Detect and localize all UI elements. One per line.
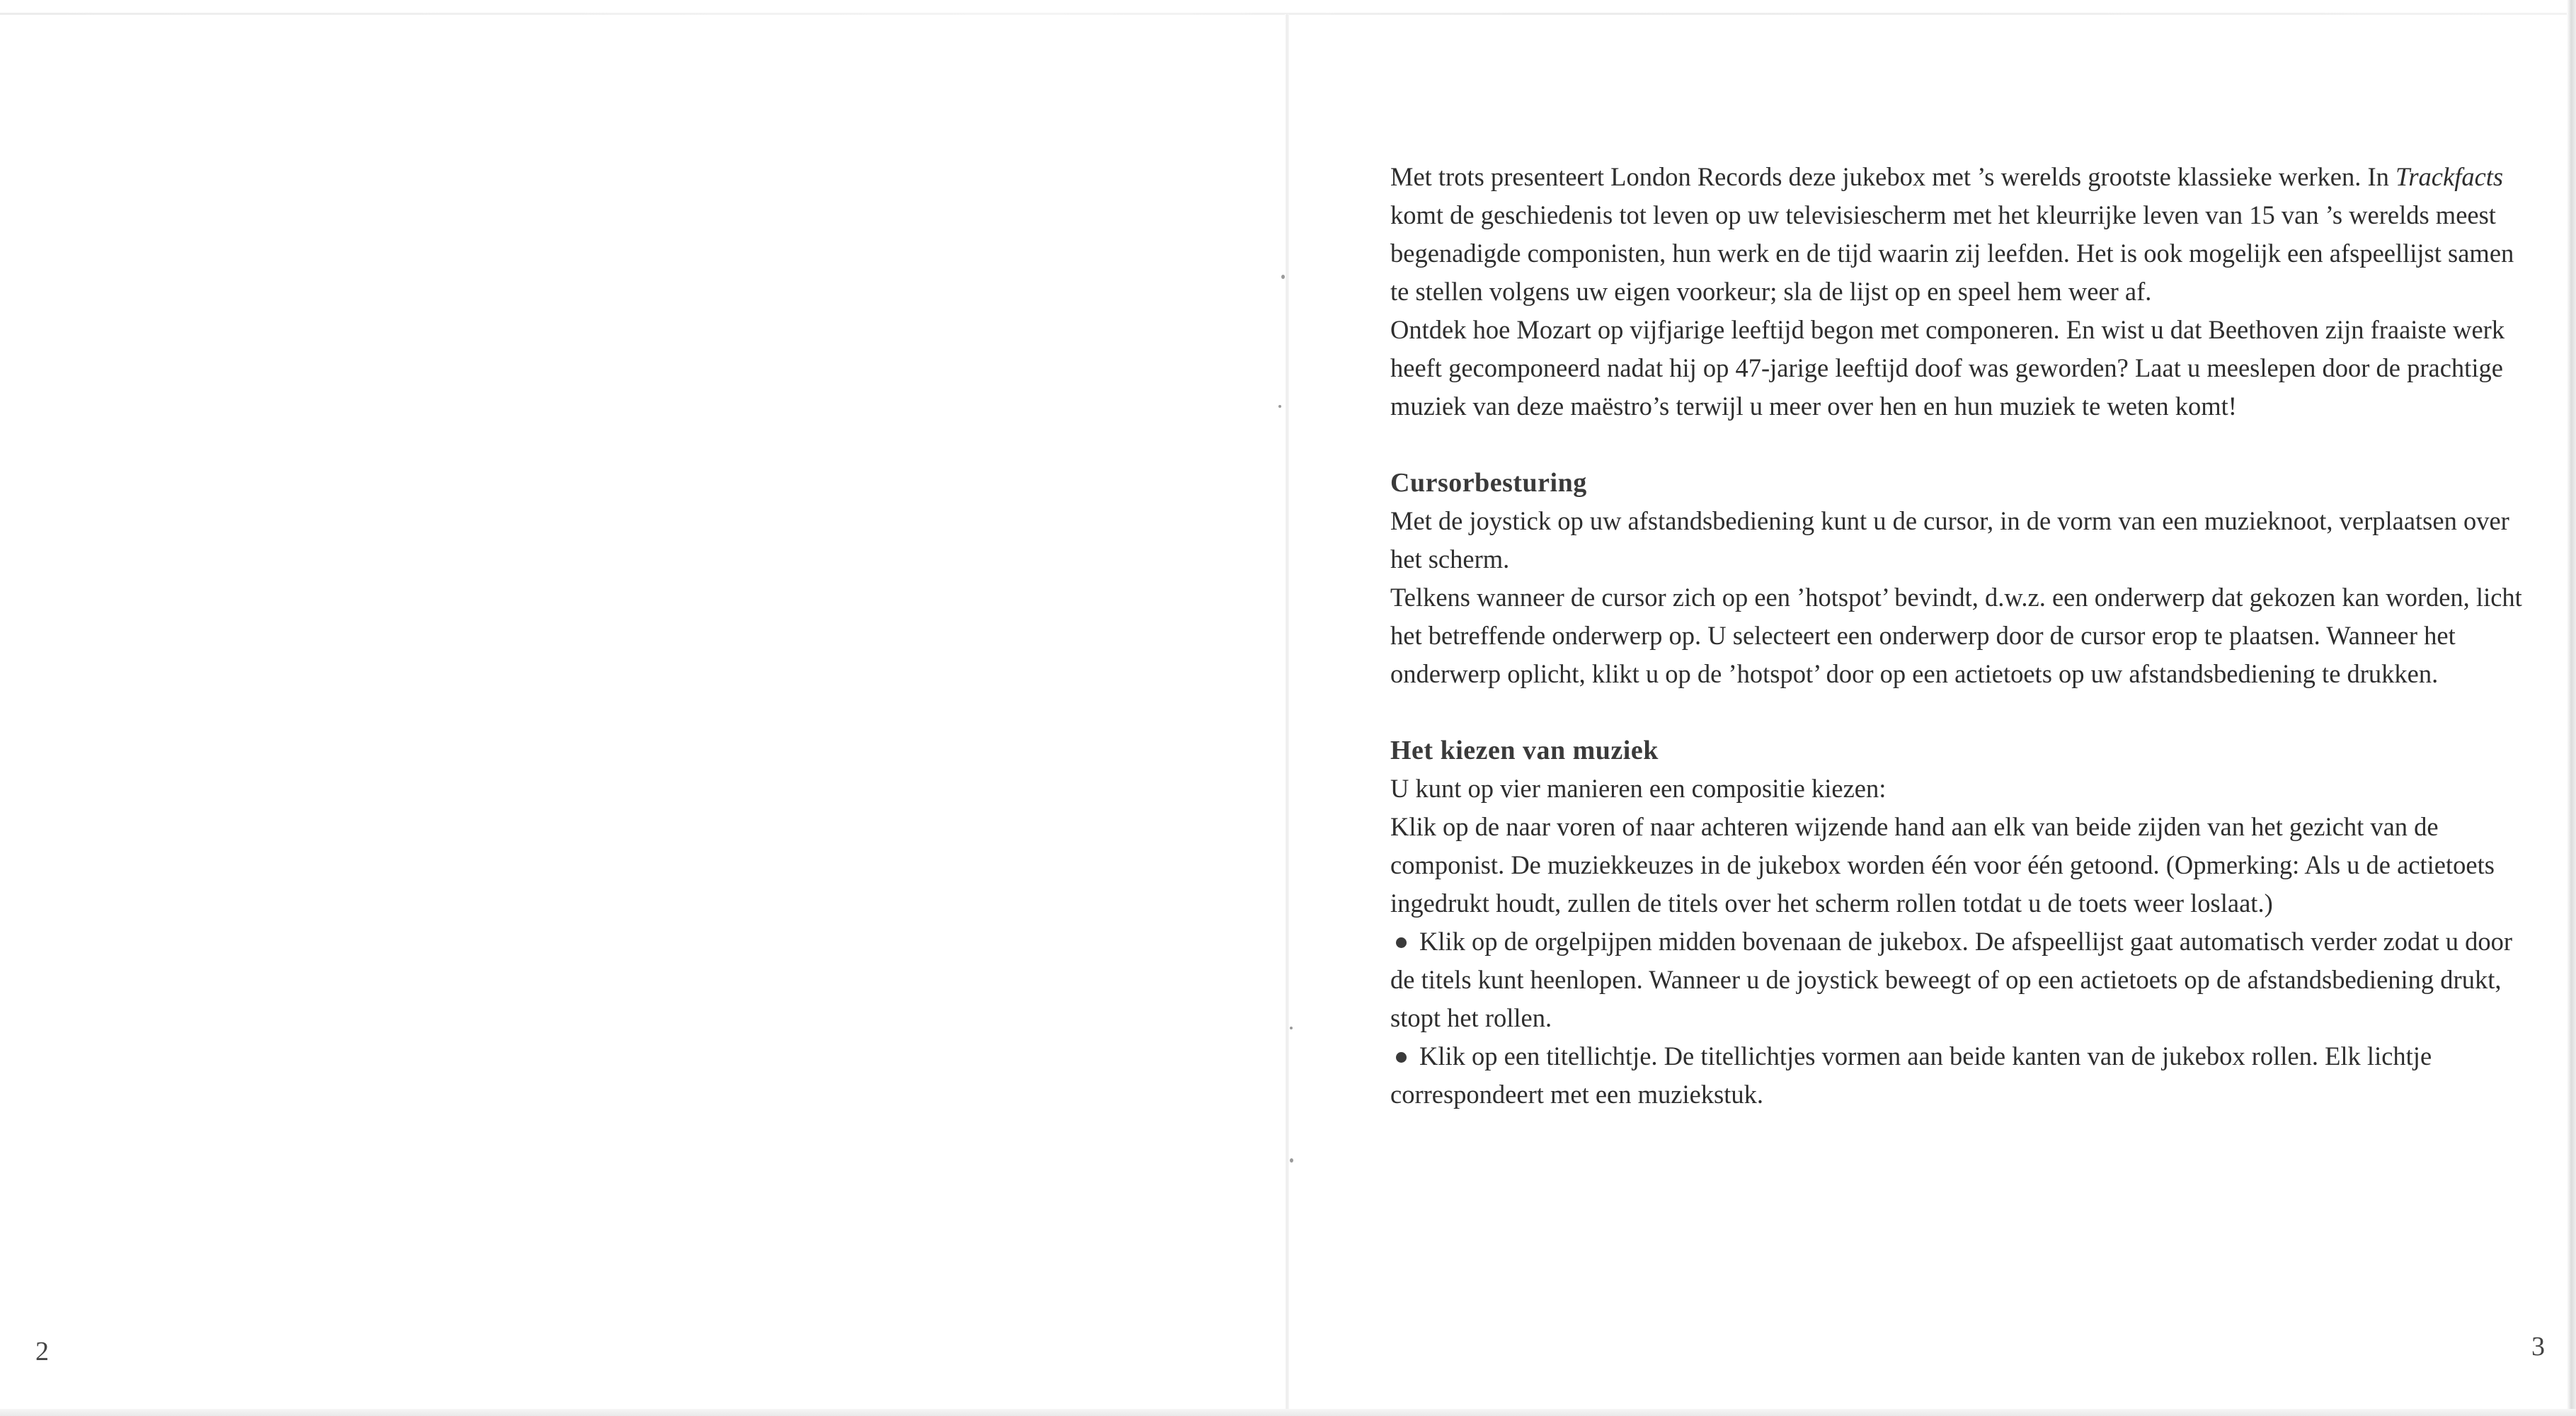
- music-paragraph-2: Klik op de naar voren of naar achteren wijzende hand aan elk van beide zijden van het gezicht van de componist. De muziekkeuzes in de jukebox worden één voor één getoond. (Opmerking: Als u de actietoets ingedrukt houdt, zullen de titels over het scherm rollen totdat u de toets weer loslaat.): [1390, 812, 2495, 918]
- intro-text-end: komt de geschiedenis tot leven op uw televisiescherm met het kleurrijke leven van 15 van ’s werelds meest begenadigde componisten, hun werk en de tijd waarin zij leefden. Het is ook mogelijk een afspeellijst samen te stellen volgens uw eigen voorkeur; sla de lijst op en speel hem weer af.: [1390, 200, 2514, 306]
- page-number-left: 2: [35, 1337, 49, 1366]
- intro-paragraph-1: [1390, 158, 2523, 311]
- page-number-right: 3: [2531, 1332, 2545, 1361]
- cursor-section-heading: Cursorbesturing: [1390, 468, 1587, 498]
- intro-text-start: Met trots presenteert London Records deze jukebox met ’s werelds grootste klassieke werken. In: [1390, 162, 2396, 191]
- section-spacer: [1390, 426, 2523, 464]
- right-page: [1289, 0, 2567, 1416]
- scan-right-edge: [2567, 0, 2576, 1416]
- left-page: [0, 0, 1285, 1416]
- bullet-text: Klik op de orgelpijpen midden bovenaan de jukebox. De afspeellijst gaat automatisch verder zodat u door de titels kunt heenlopen. Wanneer u de joystick beweegt of op een actietoets op de afstandsbediening drukt, stopt het rollen.: [1390, 927, 2513, 1032]
- music-section-heading: Het kiezen van muziek: [1390, 736, 1659, 765]
- music-bullet-1: [1390, 923, 2523, 1037]
- intro-paragraph-2: Ontdek hoe Mozart op vijfjarige leeftijd begon met componeren. En wist u dat Beethoven zijn fraaiste werk heeft gecomponeerd nadat hij op 47-jarige leeftijd doof was geworden? Laat u meeslepen door de prachtige muziek van deze maëstro’s terwijl u meer over hen en hun muziek te weten komt!: [1390, 315, 2505, 421]
- music-paragraph-1: U kunt op vier manieren een compositie kiezen:: [1390, 774, 1887, 803]
- bullet-icon: [1396, 937, 1407, 948]
- music-bullet-2: [1390, 1037, 2523, 1114]
- section-spacer: [1390, 693, 2523, 731]
- trackfacts-title: Trackfacts: [2395, 162, 2504, 191]
- bullet-icon: [1396, 1052, 1407, 1063]
- cursor-paragraph-1: Met de joystick op uw afstandsbediening kunt u de cursor, in de vorm van een muzieknoot, verplaatsen over het scherm.: [1390, 506, 2509, 573]
- bullet-text: Klik op een titellichtje. De titellichtjes vormen aan beide kanten van de jukebox rollen. Elk lichtje correspondeert met een muziekstuk.: [1390, 1041, 2432, 1109]
- page-text: [1390, 158, 2523, 1114]
- cursor-paragraph-2: Telkens wanneer de cursor zich op een ’hotspot’ bevindt, d.w.z. een onderwerp dat gekozen kan worden, licht het betreffende onderwerp op. U selecteert een onderwerp door de cursor erop te plaatsen. Wanneer het onderwerp oplicht, klikt u op de ’hotspot’ door op een actietoets op uw afstandsbediening te drukken.: [1390, 583, 2522, 688]
